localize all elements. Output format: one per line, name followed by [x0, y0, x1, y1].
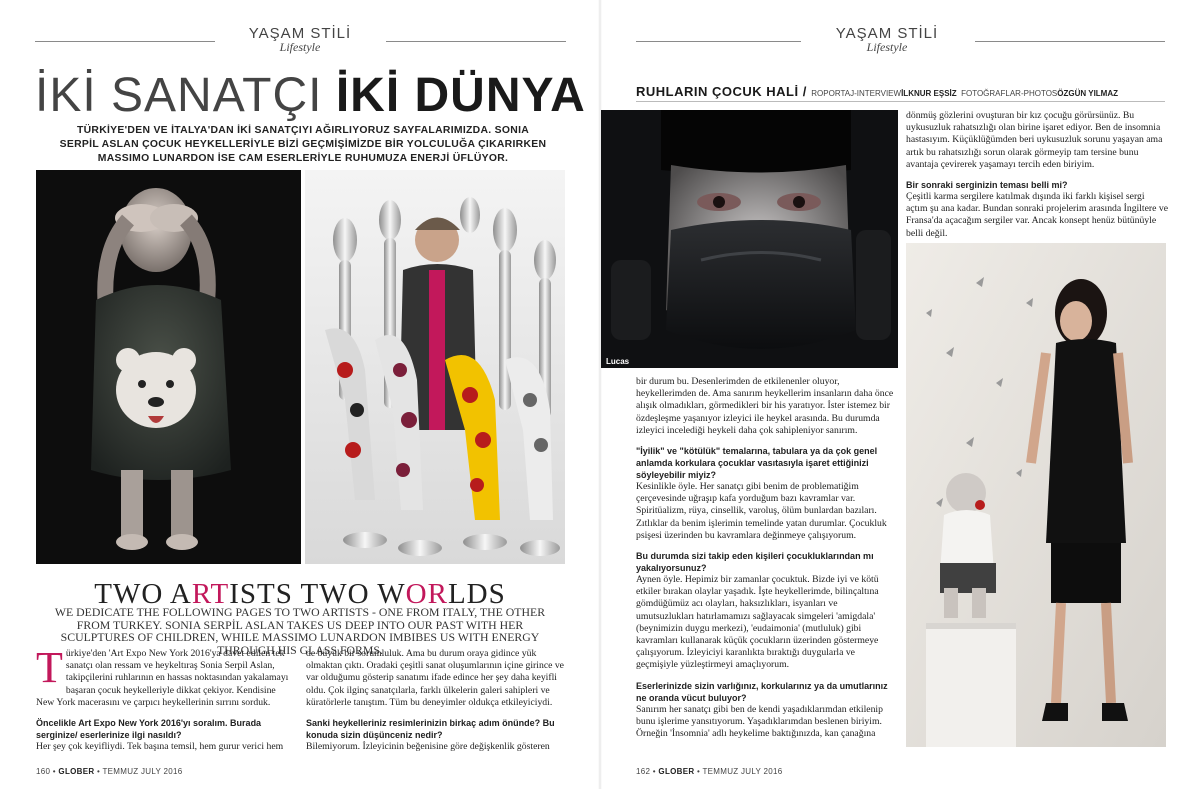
- right-section-title: YAŞAM STİLİ: [835, 25, 939, 42]
- byline-rule: [636, 101, 1165, 102]
- intro-paragraph-text: ürkiye'den 'Art Expo New York 2016'ya davet edilen tek sanatçı olan ressam ve heykeltıraş Sonia Serpil Aslan, takipçilerini ruhlarının en hassas noktasından yakalamayı başaran çocuk heykelleriyle dikkat çekiyor. Kendisine New York macerasını ve çarpıcı heykellerinin sırrını sorduk.: [36, 648, 289, 708]
- lucas-sculpture-illustration: [601, 110, 898, 368]
- answer-presence: Sanırım her sanatçı gibi ben de kendi yaşadıklarımdan etkilenip bunu işlerime yansıtıyorum. Yaşadıklarımdan beslenen biriyim. Örneğin 'İnsomnia' adlı heykelime baktığınızda, kan çanağına: [636, 703, 883, 740]
- right-footer-date: • TEMMUZ JULY 2016: [696, 767, 783, 776]
- photo-artist-with-sculpture: [906, 243, 1166, 747]
- answer-2: Bilemiyorum. İzleyicinin beğenisine göre değişkenlik gösteren: [306, 741, 550, 753]
- left-section-title: YAŞAM STİLİ: [248, 25, 352, 42]
- artist-with-sculpture-illustration: [906, 243, 1166, 747]
- dropcap-letter: T: [36, 643, 63, 692]
- answer-childhood: Aynen öyle. Hepimiz bir zamanlar çocuktuk. Bizde iyi ve kötü etkiler bırakan olaylar yaşadık. İşte heykellerimde, bilinçaltına gömdüğümüz acı olayları, haksızlıkları, isyanları ve umutsuzlukları hatırlamamızı sağlayacak simgeleri 'amigdala' (beynimizin duygu merkezi), 'eudaimonia' (mutluluk) gibi kavramları kullanarak küçük çocukların üzerinden göstermeye çalışıyorum. İzleyiciyi karanlıkta bıraktığı duygularla ve geçmişiyle yüzleştirmeyi amaçlıyorum.: [636, 574, 879, 671]
- byline-title: RUHLARIN ÇOCUK HALİ /: [636, 84, 807, 99]
- left-column-2: [306, 648, 564, 753]
- left-footer-magazine: GLOBER: [58, 767, 95, 776]
- main-headline: [35, 69, 586, 122]
- question-childhood: Bu durumda sizi takip eden kişileri çocukluklarından mı yakalıyorsunuz?: [636, 551, 874, 574]
- question-2: Sanki heykelleriniz resimlerinizin birkaç adım önünde? Bu konuda sizin düşünceniz nedir?: [306, 718, 555, 741]
- right-column-top: [906, 110, 1168, 240]
- en-headline-part-4: OR: [405, 578, 448, 610]
- answer-1: Her şey çok keyifliydi. Tek başına temsil, hem gurur verici hem: [36, 741, 284, 753]
- left-column-1: [36, 643, 294, 753]
- left-page-number: 160: [36, 767, 51, 776]
- right-column-main: [636, 376, 898, 740]
- answer-insomnia-continued: dönmüş gözlerini ovuşturan bir kız çocuğu görürsünüz. Bu uykusuzluk rahatsızlığı olan birine işaret ediyor. Ben de insomnia hastasıyım. Küçüklüğümden beri uykusuzluk sorunu yaşayan ama artık bu rahatsızlığı sorun olarak görmeyip tam tersine bunu avantaja çevirerek yaşamayı tercih eden biriyim.: [906, 110, 1163, 170]
- answer-1-continued: de büyük bir sorumluluk. Ama bu durum oraya gidince yük olmaktan çıktı. Oradaki çeşitli sanat oluşumlarının içine girince ve var olduğumu gösterip sanatımı ifade edince her şey daha keyifli oldu. Çok ilginç sanatçılarla, farklı ülkelerin galeri sahipleri ve küratörlerle tanıştım. Tüm bu deneyimler oldukça etkileyiciydi.: [306, 648, 564, 708]
- en-headline-part-3: ISTS TWO W: [229, 578, 406, 610]
- headline-bold: İKİ DÜNYA: [335, 69, 586, 122]
- right-section-subtitle: Lifestyle: [866, 40, 908, 54]
- byline-interviewer-name: İLKNUR EŞSİZ: [901, 89, 957, 98]
- byline-photographer-name: ÖZGÜN YILMAZ: [1057, 89, 1119, 98]
- question-next-exhibition: Bir sonraki serginizin teması belli mi?: [906, 180, 1068, 191]
- lead-paragraph-tr: TÜRKİYE'DEN VE İTALYA'DAN İKİ SANATÇIYI AĞIRLIYORUZ SAYFALARIMIZDA. SONIA SERPİL ASLAN ÇOCUK HEYKELLERİYLE BİZİ GEÇMİŞİMİZDE BİR YOLCULUĞA ÇIKARIRKEN MASSIMO LUNARDON İSE CAM ESERLERİYLE RUHUMUZA ENERJİ ÜFLÜYOR.: [59, 125, 547, 164]
- right-footer-separator: •: [652, 767, 656, 776]
- headline-light: İKİ SANATÇI: [35, 69, 323, 122]
- intro-paragraph: [36, 643, 294, 709]
- right-footer: [636, 767, 783, 776]
- left-footer-separator: •: [52, 767, 56, 776]
- right-header-rule-right: [975, 41, 1165, 42]
- right-header-rule-left: [636, 41, 801, 42]
- right-footer-magazine: GLOBER: [658, 767, 695, 776]
- byline-photos-label: FOTOĞRAFLAR-PHOTOS: [961, 89, 1058, 98]
- left-section-subtitle: Lifestyle: [279, 40, 321, 54]
- left-footer-date: • TEMMUZ JULY 2016: [96, 767, 183, 776]
- byline-interview-label: ROPORTAJ-INTERVIEW: [811, 89, 902, 98]
- child-sculpture-illustration: [36, 170, 301, 564]
- photo-lucas-sculpture: [601, 110, 898, 368]
- article-byline: [636, 84, 1176, 102]
- photo-glass-sculptures: [305, 170, 565, 564]
- question-1: Öncelikle Art Expo New York 2016'yı soralım. Burada serginize/ eserlerinize ilgi nasıldı?: [36, 718, 262, 741]
- question-good-evil: "İyilik" ve "kötülük" temalarına, tabulara ya da çok genel anlamda korkulara çocuklar vasıtasıyla işaret ettiğinizi söyleyebilir miyiz?: [636, 446, 878, 481]
- answer-next-exhibition: Çeşitli karma sergilere katılmak dışında iki farklı kişisel sergi açtım şu ana kadar. Bundan sonraki projelerim arasında İngiltere ve Fransa'da açacağım sergiler var. Ancak konsept henüz bütünüyle belli değil.: [906, 191, 1169, 239]
- right-page-number: 162: [636, 767, 651, 776]
- photo-caption: Lucas: [606, 357, 630, 366]
- photo-child-sculpture: [36, 170, 301, 564]
- glass-sculptures-illustration: [305, 170, 565, 564]
- question-presence: Eserlerinizde sizin varlığınız, korkularınız ya da umutlarınız ne oranda vücut buluyor?: [636, 680, 888, 703]
- left-footer: [36, 767, 183, 776]
- left-header-rule-right: [386, 41, 566, 42]
- en-headline-part-5: LDS: [447, 578, 506, 610]
- en-headline-part-1: TWO A: [94, 578, 192, 610]
- answer-good-evil: Kesinlikle öyle. Her sanatçı gibi benim de problematiğim çerçevesinde uğraşıp kafa yorduğum bazı kavramlar var. Spiritüalizm, rüya, cinsellik, varoluş, ölüm bunlardan bazıları. Zıtlıklar da benim işlerimin temelinde yatan durumlar. Çocukluk psişesi üzerinden bu kavramlara değinmeye çalışıyorum.: [636, 481, 887, 541]
- en-headline-part-2: RT: [191, 578, 230, 610]
- english-lead-paragraph: WE DEDICATE THE FOLLOWING PAGES TO TWO ARTISTS - ONE FROM ITALY, THE OTHER FROM TURKEY. SONIA SERPİL ASLAN TAKES US DEEP INTO OUR PAST WITH HER SCULPTURES OF CHILDREN, WHILE MASSIMO LUNARDON IMBIBES US WITH ENERGY THROUGH HIS GLASS FORMS.: [54, 605, 546, 657]
- answer-sculptures-continued: bir durum bu. Desenlerimden de etkilenenler oluyor, heykellerimden de. Ama sanırım heykellerim insanların daha önce alışık olmadıkları, görmedikleri bir his yaratıyor. İster istemez bir özdeşleşme yaşanıyor izleyici ile heykel arasında. Bu durumda izleyici incelediği heykeli daha çok sahipleniyor sanırım.: [636, 376, 894, 436]
- left-header-rule-left: [35, 41, 215, 42]
